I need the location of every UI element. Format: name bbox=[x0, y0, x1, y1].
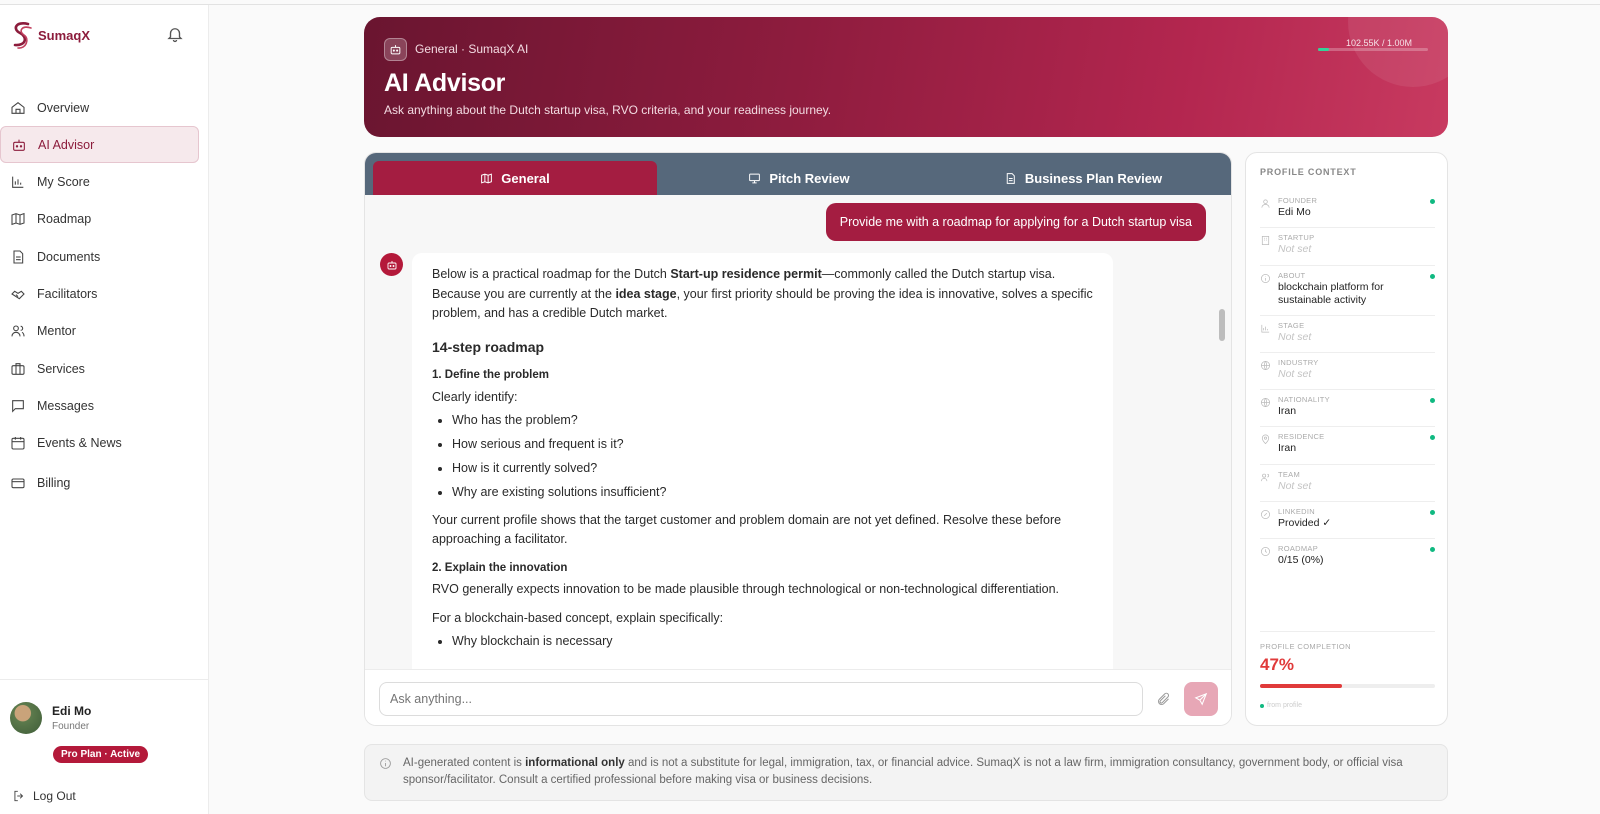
home-icon bbox=[10, 100, 26, 116]
token-usage-fill bbox=[1318, 48, 1329, 51]
sidebar-item-billing[interactable] bbox=[0, 465, 199, 502]
field-value: Not set bbox=[1278, 330, 1312, 343]
user-name: Edi Mo bbox=[52, 704, 92, 718]
send-button[interactable] bbox=[1184, 682, 1218, 716]
sidebar-item-label: Roadmap bbox=[37, 212, 92, 227]
profile-completion-bar bbox=[1260, 684, 1435, 688]
step-list bbox=[452, 632, 1093, 652]
step-text: RVO generally expects innovation to be made plausible through technological or non-technological differentiation. bbox=[432, 582, 1060, 596]
profile-field-residence bbox=[1260, 427, 1435, 464]
list-item: • Who has the problem? bbox=[452, 411, 1093, 431]
field-value: Iran bbox=[1278, 405, 1297, 418]
users-icon bbox=[10, 323, 26, 339]
field-label: LINKEDIN bbox=[1278, 507, 1315, 517]
sidebar-item-events-news[interactable] bbox=[0, 425, 199, 462]
field-value: Edi Mo bbox=[1278, 206, 1311, 218]
profile-field-founder bbox=[1260, 191, 1435, 228]
sumaqx-logo-icon bbox=[10, 19, 34, 51]
step-title: 1. Define the problem bbox=[432, 369, 549, 381]
avatar bbox=[10, 702, 42, 734]
field-value: Not set bbox=[1278, 243, 1312, 256]
profile-field-linkedin bbox=[1260, 502, 1435, 539]
profile-context-panel bbox=[1245, 152, 1448, 726]
pin-icon bbox=[1260, 434, 1271, 445]
breadcrumb: General · SumaqX AI bbox=[415, 42, 529, 56]
bot-badge bbox=[384, 38, 407, 61]
page-subtitle: Ask anything about the Dutch startup visa, RVO criteria, and your readiness journey. bbox=[384, 103, 832, 117]
bot-icon bbox=[386, 259, 398, 271]
scrollbar-thumb[interactable] bbox=[1219, 309, 1225, 341]
legend-dot bbox=[1260, 704, 1264, 708]
field-value: blockchain platform for sustainable activity bbox=[1278, 280, 1384, 306]
document-icon bbox=[1004, 172, 1017, 185]
token-usage-bar bbox=[1318, 48, 1428, 51]
sidebar-item-label: Overview bbox=[37, 100, 90, 115]
tab-label: Business Plan Review bbox=[1024, 170, 1163, 186]
step-list bbox=[452, 411, 1093, 503]
user-message: Provide me with a roadmap for applying for a Dutch startup visa bbox=[826, 203, 1206, 241]
field-value: Not set bbox=[1278, 479, 1312, 492]
send-icon bbox=[1194, 692, 1208, 706]
profile-completion-legend bbox=[1260, 702, 1302, 709]
bot-icon bbox=[11, 137, 27, 153]
scrollbar[interactable] bbox=[1219, 197, 1225, 667]
step-intro: For a blockchain-based concept, explain specifically: bbox=[432, 610, 724, 625]
logout-button[interactable] bbox=[12, 789, 76, 803]
profile-completion-value: 47% bbox=[1260, 655, 1295, 674]
profile-field-stage bbox=[1260, 316, 1435, 353]
message-icon bbox=[10, 398, 26, 414]
briefcase-icon bbox=[10, 361, 26, 377]
sidebar-item-label: Facilitators bbox=[37, 286, 98, 301]
sidebar-item-ai-advisor[interactable] bbox=[0, 126, 199, 163]
user-card[interactable] bbox=[10, 702, 91, 734]
step-title: 2. Explain the innovation bbox=[432, 561, 568, 574]
info-icon bbox=[379, 757, 392, 770]
disclaimer-text: and is not a substitute for legal, immigration, tax, or financial advice. SumaqX is not a law firm, immigration consultancy, government body, or official visa sponsor/facilitator. Consult a certified professional before making visa or business decisions. bbox=[403, 757, 1403, 786]
list-item: • Why blockchain is necessary bbox=[452, 632, 1093, 652]
brand[interactable] bbox=[10, 19, 90, 51]
profile-fields bbox=[1260, 191, 1435, 577]
sidebar-item-label: AI Advisor bbox=[38, 137, 95, 152]
chat-tabs bbox=[365, 153, 1232, 195]
sidebar-divider bbox=[0, 679, 209, 680]
sidebar-item-my-score[interactable] bbox=[0, 164, 199, 201]
profile-field-nationality bbox=[1260, 390, 1435, 427]
map-icon bbox=[10, 211, 26, 227]
sidebar-item-documents[interactable] bbox=[0, 238, 199, 275]
sidebar-item-label: Documents bbox=[37, 249, 101, 264]
sidebar-item-roadmap[interactable] bbox=[0, 201, 199, 238]
list-item: • How is it currently solved? bbox=[452, 459, 1093, 479]
logout-icon bbox=[12, 789, 26, 803]
sidebar-item-label: Mentor bbox=[37, 324, 76, 339]
token-usage-text: 102.55K / 1.00M bbox=[1346, 38, 1413, 48]
document-icon bbox=[10, 249, 26, 265]
field-label: ROADMAP bbox=[1278, 544, 1319, 554]
users-icon bbox=[1260, 472, 1271, 483]
chat-input[interactable] bbox=[379, 682, 1143, 716]
link-icon bbox=[1260, 509, 1271, 520]
profile-field-industry bbox=[1260, 353, 1435, 390]
tab-label: General bbox=[501, 170, 550, 186]
logout-label: Log Out bbox=[33, 789, 76, 803]
info-icon bbox=[1260, 273, 1271, 284]
profile-field-team bbox=[1260, 465, 1435, 502]
message-list[interactable] bbox=[365, 195, 1232, 669]
disclaimer bbox=[364, 744, 1448, 801]
field-label: RESIDENCE bbox=[1278, 432, 1325, 442]
bar-chart-icon bbox=[10, 174, 26, 190]
step-intro: Clearly identify: bbox=[432, 389, 518, 404]
paperclip-icon[interactable] bbox=[1156, 692, 1171, 707]
profile-context-title: PROFILE CONTEXT bbox=[1260, 167, 1357, 177]
top-border bbox=[0, 4, 1600, 5]
filled-indicator bbox=[1430, 199, 1435, 204]
sidebar-item-label: Billing bbox=[37, 476, 71, 491]
sidebar-item-label: Events & News bbox=[37, 436, 122, 451]
profile-completion-fill bbox=[1260, 684, 1342, 688]
bar-chart-icon bbox=[1260, 323, 1271, 334]
user-role: Founder bbox=[52, 721, 90, 732]
sidebar-item-facilitators[interactable] bbox=[0, 275, 199, 312]
field-label: FOUNDER bbox=[1278, 196, 1318, 205]
bot-icon bbox=[389, 43, 402, 56]
composer bbox=[365, 669, 1232, 726]
text: , your first priority should be proving the idea is innovative, solves a specific problem, and has a credible Dutch market. bbox=[432, 286, 1093, 320]
bot-avatar bbox=[380, 253, 403, 276]
list-item: • Why are existing solutions insufficient? bbox=[452, 483, 1093, 503]
field-value: Not set bbox=[1278, 367, 1312, 380]
building-icon bbox=[1260, 235, 1271, 246]
sidebar bbox=[0, 5, 209, 814]
field-label: TEAM bbox=[1278, 469, 1301, 479]
tab-pitch-review[interactable] bbox=[657, 161, 941, 195]
profile-completion-label: PROFILE COMPLETION bbox=[1260, 642, 1351, 651]
brand-name: SumaqX bbox=[38, 27, 91, 43]
bold-text: Start-up residence permit bbox=[670, 267, 822, 281]
plan-badge: Pro Plan · Active bbox=[53, 746, 148, 763]
sidebar-item-messages[interactable] bbox=[0, 387, 199, 424]
field-value: Iran bbox=[1278, 442, 1297, 455]
sidebar-item-label: Messages bbox=[37, 398, 94, 413]
bot-intro bbox=[432, 265, 1093, 324]
profile-divider bbox=[1260, 631, 1435, 632]
step-note: Your current profile shows that the target customer and problem domain are not yet defined. Resolve these before approaching a facilitator. bbox=[432, 512, 1062, 546]
presentation-icon bbox=[748, 172, 761, 185]
bell-icon[interactable] bbox=[166, 25, 184, 43]
text: Below is a practical roadmap for the Dutch bbox=[432, 267, 671, 281]
handshake-icon bbox=[10, 286, 26, 302]
disclaimer-bold: informational only bbox=[525, 757, 625, 769]
text: —commonly called the Dutch startup visa. Because you are currently at the bbox=[432, 267, 1056, 301]
tab-business-plan-review[interactable] bbox=[941, 161, 1225, 195]
bot-message bbox=[412, 253, 1113, 669]
legend-text: from profile bbox=[1267, 702, 1303, 709]
page-header bbox=[364, 17, 1448, 137]
field-label: STAGE bbox=[1278, 320, 1305, 330]
profile-field-about bbox=[1260, 266, 1435, 316]
profile-field-startup bbox=[1260, 228, 1435, 265]
sidebar-item-services[interactable] bbox=[0, 350, 199, 387]
globe-icon bbox=[1260, 397, 1271, 408]
calendar-icon bbox=[10, 435, 26, 451]
map-icon bbox=[480, 172, 493, 185]
tab-label: Pitch Review bbox=[769, 170, 850, 186]
chat-panel bbox=[364, 152, 1232, 726]
credit-card-icon bbox=[10, 475, 26, 491]
profile-field-roadmap bbox=[1260, 539, 1435, 576]
sidebar-item-label: Services bbox=[37, 361, 85, 376]
field-label: INDUSTRY bbox=[1278, 357, 1319, 367]
field-value: 0/15 (0%) bbox=[1278, 554, 1324, 567]
globe-icon bbox=[1260, 360, 1271, 371]
sidebar-item-overview[interactable] bbox=[0, 89, 199, 126]
page-title: AI Advisor bbox=[384, 69, 506, 97]
field-value: Provided ✓ bbox=[1278, 517, 1332, 530]
sidebar-nav bbox=[0, 89, 199, 502]
user-icon bbox=[1260, 198, 1271, 209]
roadmap-heading: 14-step roadmap bbox=[432, 338, 545, 355]
field-label: ABOUT bbox=[1278, 270, 1306, 280]
disclaimer-text: AI-generated content is bbox=[403, 757, 526, 769]
field-label: NATIONALITY bbox=[1278, 395, 1330, 405]
sidebar-item-mentor[interactable] bbox=[0, 313, 199, 350]
filled-indicator bbox=[1430, 274, 1435, 279]
decorative-circle bbox=[1348, 17, 1448, 87]
clock-icon bbox=[1260, 546, 1271, 557]
list-item: • How serious and frequent is it? bbox=[452, 435, 1093, 455]
sidebar-item-label: My Score bbox=[37, 175, 90, 190]
field-label: STARTUP bbox=[1278, 233, 1315, 243]
bold-text: idea stage bbox=[615, 286, 677, 301]
tab-general[interactable] bbox=[373, 161, 657, 195]
